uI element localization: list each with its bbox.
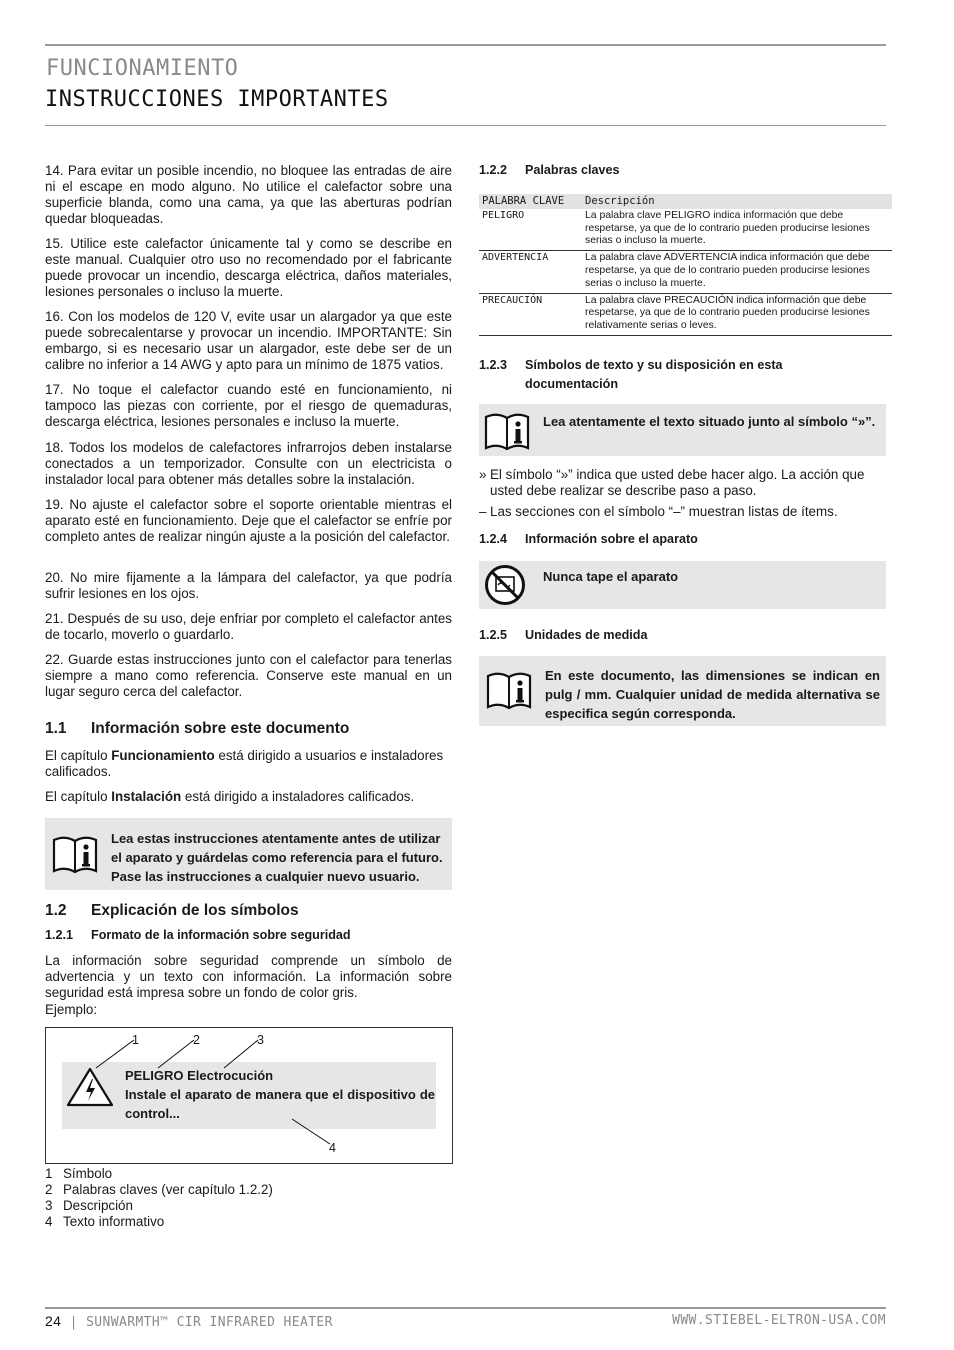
footer-url: WWW.STIEBEL-ELTRON-USA.COM [672,1313,886,1328]
safety-item-22: 22. Guarde estas instrucciones junto con el calefactor para tenerlas siempre a mano como referencia. Conserve este manual en un lugar seguro cerca del calefactor. [45,652,452,699]
book-info-icon [485,670,533,712]
section-1-2-4-heading: 1.2.4 Información sobre el aparato [479,532,698,546]
safety-item-17: 17. No toque el calefactor cuando esté en funcionamiento, ni tampoco las piezas con corriente, por el riesgo de quemaduras, descarga eléctrica, lesiones personales e incluso la muerte. [45,382,452,429]
book-info-icon [483,411,531,453]
top-rule [45,44,886,46]
page-title: INSTRUCCIONES IMPORTANTES [45,87,389,112]
example-figure [45,1027,453,1164]
footer-rule [45,1307,886,1309]
bullet-action: El símbolo “»” indica que usted debe hacer algo. La acción que usted debe realizar se describe paso a paso. [490,467,865,498]
table-header: Descripción [582,194,892,209]
note-text: En este documento, las dimensiones se indican en pulg / mm. Cualquier unidad de medida alternativa se especifica según corresponda. [545,668,880,721]
safety-item-16: 16. Con los modelos de 120 V, evite usar un alargador ya que este puede sobrecalentarse y provocar un incendio. IMPORTANTE: Sin embargo, si es necesario usar un alargador, este debe ser de un calibre no inferior a 14 AWG y apto para un mínimo de 1875 vatios. [45,309,452,372]
safety-item-19: 19. No ajuste el calefactor sobre el soporte orientable mientras el aparato esté en funcionamiento. Deje que el calefactor se enfríe por completo antes de realizar ningún ajuste a la posición del calefactor. [45,497,452,544]
safety-item-14: 14. Para evitar un posible incendio, no bloquee las entradas de aire ni el escape en modo alguno. No utilice el calefactor sobre una superficie blanda, como una cama, ya que las aberturas podrían quedar bloqueadas. [45,163,452,226]
book-info-icon [51,834,99,876]
table-cell: La palabra clave PRECAUCIÓN indica información que debe respetarse, ya que de lo contrario pueden producirse lesiones relativamente serias o leves. [582,293,892,335]
table-cell: PRECAUCIÓN [479,293,582,335]
legend-item: 2 Palabras claves (ver capítulo 1.2.2) [45,1182,273,1197]
callout-1: 1 [132,1033,139,1047]
safety-item-18: 18. Todos los modelos de calefactores infrarrojos deben instalarse conectados a un temporizador. Consulte con un electricista o instalador local para obtener más detalles sobre la instalación. [45,440,452,487]
note-text: Lea estas instrucciones atentamente antes de utilizar el aparato y guárdelas como referencia para el futuro. Pase las instrucciones a cualquier nuevo usuario. [111,831,443,884]
callout-lines [46,1028,452,1163]
safety-item-21: 21. Después de su uso, deje enfriar por completo el calefactor antes de tocarlo, moverlo o guardarlo. [45,611,452,642]
paragraph-funcionamiento: El capítulo Funcionamiento está dirigido a usuarios e instaladores calificados. [45,748,444,779]
bullet-mark: – [479,504,487,519]
callout-4: 4 [329,1141,336,1155]
callout-3: 3 [257,1033,264,1047]
section-1-2-1-heading: 1.2.1 Formato de la información sobre seguridad [45,928,351,942]
safety-item-20: 20. No mire fijamente a la lámpara del calefactor, ya que podría sufrir lesiones en los ojos. [45,570,452,601]
section-1-2-2-heading: 1.2.2 Palabras claves [479,163,620,177]
table-cell: ADVERTENCIA [479,251,582,293]
table-row [479,293,892,335]
legend-item: 1 Símbolo [45,1166,113,1181]
legend-item: 3 Descripción [45,1198,133,1213]
table-cell: PELIGRO [479,209,582,251]
product-name: SUNWARMTH™ CIR INFRARED HEATER [86,1315,333,1330]
example-keyword-line: PELIGRO Electrocución [125,1068,274,1083]
safety-item-15: 15. Utilice este calefactor únicamente tal y como se describe en este manual. Cualquier otro uso no recomendado por el fabricante puede provocar un incendio, descarga eléctrica, daños materiales, lesiones personales o incluso la muerte. [45,236,452,299]
table-cell: La palabra clave PELIGRO indica información que debe respetarse, ya que de lo contrario pueden producirse lesiones serias o incluso la muerte. [582,209,892,251]
example-info-text: Instale el aparato de manera que el dispositivo de control... [125,1087,435,1121]
section-label: FUNCIONAMIENTO [46,56,239,81]
page-number: 24 [45,1313,62,1329]
footer-left: 24 | SUNWARMTH™ CIR INFRARED HEATER [45,1313,333,1330]
section-1-2-heading: 1.2 Explicación de los símbolos [45,902,299,919]
note-text: Nunca tape el aparato [543,569,679,584]
do-not-cover-note [479,561,886,609]
table-row [479,209,892,251]
table-header: PALABRA CLAVE [479,194,582,209]
note-text: Lea atentamente el texto situado junto al símbolo “»”. [543,414,876,429]
header-rule [45,125,886,126]
units-note [479,656,886,726]
symbol-note [479,404,886,456]
callout-2: 2 [193,1033,200,1047]
section-1-1-heading [45,720,349,738]
paragraph-instalacion: El capítulo Instalación está dirigido a instaladores calificados. [45,789,415,804]
bullet-mark: » [479,467,487,482]
section-1-2-3-heading: 1.2.3 Símbolos de texto y su disposición en esta documentación [479,358,783,391]
section-1-2-5-heading: 1.2.5 Unidades de medida [479,628,648,642]
section-title: Información sobre este documento [91,720,350,737]
section-number: 1.1 [45,720,67,737]
example-label: Ejemplo: [45,1002,98,1017]
read-instructions-note [45,818,452,890]
bullet-list: Las secciones con el símbolo “–” muestran listas de ítems. [490,504,838,519]
keywords-table [479,194,892,336]
table-cell: La palabra clave ADVERTENCIA indica información que debe respetarse, ya que de lo contrario pueden producirse lesiones serias o incluso la muerte. [582,251,892,293]
legend-item: 4 Texto informativo [45,1214,165,1229]
table-row [479,251,892,293]
do-not-cover-icon [483,563,527,607]
safety-format-paragraph: La información sobre seguridad comprende un símbolo de advertencia y un texto con información. La información sobre seguridad está impresa sobre un fondo de color gris. [45,953,452,1000]
